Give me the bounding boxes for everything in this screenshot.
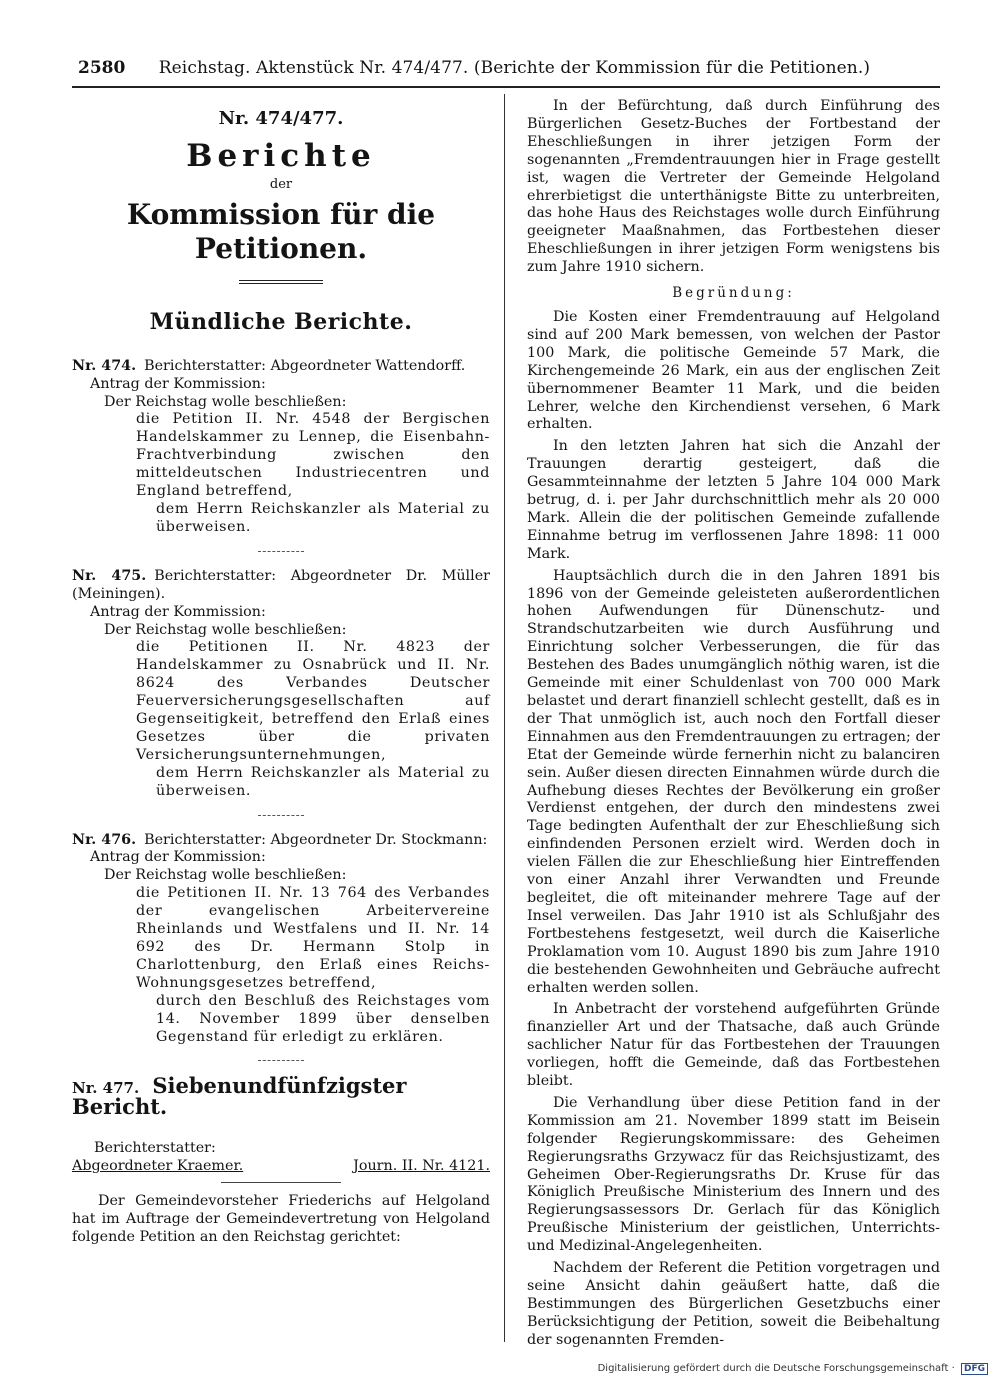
decision-text: dem Herrn Reichskanzler als Material zu überweisen.: [156, 500, 490, 535]
antrag-label: Antrag der Kommission:: [90, 375, 266, 392]
section-heading-muendlich: Mündliche Berichte.: [149, 308, 413, 335]
petition-paragraph-2: Die Kosten einer Fremdentrauung auf Helgoland sind auf 200 Mark bemessen, von welchen der Pastor 100 Mark, die politische Gemeinde 57 Mark, die Kirchengemeinde 26 Mark, ein aus der englischen Zeit übernommener Beamter 11 Mark, und die beiden Lehrer, welche den Kirchendienst versehen, 6 Mark erhalten.: [527, 308, 940, 433]
entry-number: Nr. 474.: [72, 357, 137, 374]
petition-text: die Petitionen II. Nr. 4823 der Handelskammer zu Osnabrück und II. Nr. 8624 des Verbandes Deutscher Feuerversicherungsgesellschaften auf Gegenseitigkeit, betreffend den Erlaß eines Gesetzes über die privaten Versicherungsunternehmungen,: [136, 639, 490, 763]
report-477-title: [72, 1073, 490, 1120]
entry-476: [72, 832, 490, 1047]
decision-text: dem Herrn Reichskanzler als Material zu überweisen.: [156, 764, 490, 799]
antrag-label: Antrag der Kommission:: [90, 603, 266, 620]
running-title: Reichstag. Aktenstück Nr. 474/477. (Berichte der Kommission für die Petitionen.): [158, 58, 871, 78]
resolution-label: Der Reichstag wolle beschließen:: [104, 393, 347, 410]
commission-paragraph-2: Nachdem der Referent die Petition vorgetragen und seine Ansicht dahin geäußert hatte, daß die Bestimmungen des Bürgerlichen Gesetzbuchs einer Berücksichtigung der Petition, soweit die Beibehaltung der sogenannten Fremden-: [527, 1260, 940, 1348]
journal-number: Journ. II. Nr. 4121.: [353, 1158, 490, 1175]
short-rule: [221, 1182, 341, 1183]
reporter-line: Berichterstatter: Abgeordneter Dr. Stockmann:: [144, 831, 488, 848]
document-number: Nr. 474/477.: [218, 108, 344, 129]
column-divider: [504, 94, 505, 1342]
title-kommission: Kommission für die Petitionen.: [126, 197, 436, 265]
entry-number: Nr. 475.: [72, 567, 147, 584]
title-berichte: Berichte: [186, 137, 376, 174]
petition-paragraph-3: In den letzten Jahren hat sich die Anzahl der Trauungen derartig gesteigert, daß die Gesammteinnahme der letzten 5 Jahre 104 000 Mark betrug, d. i. per Jahr durchschnittlich mehr als 20 000 Mark. Allein die der politischen Gemeinde zufallende Einnahme betrug im verflossenen Jahre 1898: 11 000 Mark.: [527, 438, 940, 562]
left-column: [72, 98, 490, 1251]
commission-paragraph-1: Die Verhandlung über diese Petition fand in der Kommission am 21. November 1899 statt im Beisein folgender Regierungskommissare: des Geheimen Regierungsraths Grzywacz für das Reichsjustizamt, des Geheimen Ober-Regierungsraths Dr. Kruse für das Königlich Preußische Ministerium des Innern und des Regierungsassessors Dr. Gerlach für das Königlich Preußische Ministerium der geistlichen, Unterrichts- und Medizinal-Angelegenheiten.: [527, 1094, 940, 1255]
header-rule: [72, 86, 940, 88]
begruendung-heading: Begründung:: [672, 285, 795, 302]
reporter-line: Berichterstatter: Abgeordneter Wattendorff.: [144, 357, 466, 374]
entry-number: Nr. 476.: [72, 831, 137, 848]
report-intro: Der Gemeindevorsteher Friederichs auf Helgoland hat im Auftrage der Gemeindevertretung von Helgoland folgende Petition an den Reichstag gerichtet:: [72, 1193, 490, 1245]
petition-paragraph-1: In der Befürchtung, daß durch Einführung des Bürgerlichen Gesetz-Buches der Fortbestand der Eheschließungen in ihrer jetzigen Form der sogenannten „Fremdentrauungen hier in Frage gestellt ist, wagen die Vertreter der Gemeinde Helgoland ehrerbietigst die unterthänigste Bitte zu unterbreiten, das hohe Haus des Reichstages wolle durch Einführung geeigneter Maaßnahmen, das Fortbestehen dieser Eheschließungen in ihrer jetzigen Form wenigstens bis zum Jahre 1910 sichern.: [527, 98, 940, 276]
separator: [258, 815, 304, 816]
page-number: 2580: [78, 58, 126, 78]
petition-paragraph-4: Hauptsächlich durch die in den Jahren 1891 bis 1896 von der Gemeinde geleisteten außerordentlichen hohen Aufwendungen für Dünenschutz- und Strandschutzarbeiten wie durch Ausführung und Einrichtung solcher Verbesserungen, die für das Bestehen des Bades unumgänglich nöthig waren, ist die Gemeinde mit einer Schuldenlast von 700 000 Mark belastet und derart finanziell schlecht gestellt, daß es in der That unmöglich ist, auch noch den Fortfall dieser Einnahmen aus den Fremdentrauungen zu ertragen; der Etat der Gemeinde würde fernerhin nicht zu balanciren sein. Außer diesen directen Einnahmen würde durch die Aufhebung dieses Rechtes der Bevölkerung ein großer Verdienst entgehen, der durch den mindestens zwei Tage bedingten Aufenthalt der zur Eheschließung sich einfindenden Personen erzielt wird. Werden doch in vielen Fällen die zur Eheschließung hier Eintreffenden von einer Anzahl ihrer Verwandten und Freunde begleitet, die oft miteinander mehrere Tage auf der Insel verweilen. Das Jahr 1910 ist als Schlußjahr des Fortbestehens festgesetzt, weil durch die Kaiserliche Proklamation vom 10. August 1890 bis zum Jahre 1910 die bestehenden Gewohnheiten und Gebräuche aufrecht erhalten werden sollen.: [527, 567, 940, 996]
resolution-label: Der Reichstag wolle beschließen:: [104, 621, 347, 638]
entry-number: Nr. 477.: [72, 1079, 140, 1098]
entry-head: [72, 358, 490, 376]
entry-head: [72, 568, 490, 604]
entry-head: [72, 832, 490, 850]
petition-paragraph-5: In Anbetracht der vorstehend aufgeführten Gründe finanzieller Art und der Thatsache, daß auch Gründe sachlicher Natur für das Fortbestehen der Trauungen vorliegen, hofft die Gemeinde, daß das Fortbestehen bleibt.: [527, 1001, 940, 1090]
decision-text: durch den Beschluß des Reichstages vom 14. November 1899 über denselben Gegenstand für erledigt zu erklären.: [156, 992, 490, 1045]
resolution-label: Der Reichstag wolle beschließen:: [104, 867, 347, 884]
entry-475: [72, 568, 490, 801]
antrag-label: Antrag der Kommission:: [90, 849, 266, 866]
petition-text: die Petition II. Nr. 4548 der Bergischen Handelskammer zu Lennep, die Eisenbahn-Frachtverbindung zwischen den mitteldeutschen Industriecentren und England betreffend,: [136, 411, 490, 500]
reporter-row: [72, 1158, 490, 1176]
separator: [258, 551, 304, 552]
reporter-label: Berichterstatter:: [94, 1140, 216, 1157]
title-rule: [239, 280, 323, 284]
footer-text: Digitalisierung gefördert durch die Deutsche Forschungsgemeinschaft ·: [597, 1363, 955, 1374]
title-der: der: [269, 176, 293, 192]
petition-text: die Petitionen II. Nr. 13 764 des Verbandes der evangelischen Arbeitervereine Rheinlands und Westfalens und II. Nr. 14 692 des Dr. Hermann Stolp in Charlottenburg, den Erlaß eines Reichs-Wohnungsgesetzes betreffend,: [136, 885, 490, 991]
entry-474: [72, 358, 490, 537]
report-heading: Siebenundfünfzigster Bericht.: [72, 1073, 407, 1120]
right-column: [527, 98, 940, 1354]
reporter-name: Abgeordneter Kraemer.: [72, 1158, 244, 1175]
page-header: [78, 58, 940, 78]
separator: [258, 1060, 304, 1061]
dfg-logo-icon: DFG: [961, 1363, 988, 1375]
reporter-line: Berichterstatter: Abgeordneter Dr. Müller (Meiningen).: [72, 567, 490, 602]
footer-credit: [598, 1363, 988, 1375]
